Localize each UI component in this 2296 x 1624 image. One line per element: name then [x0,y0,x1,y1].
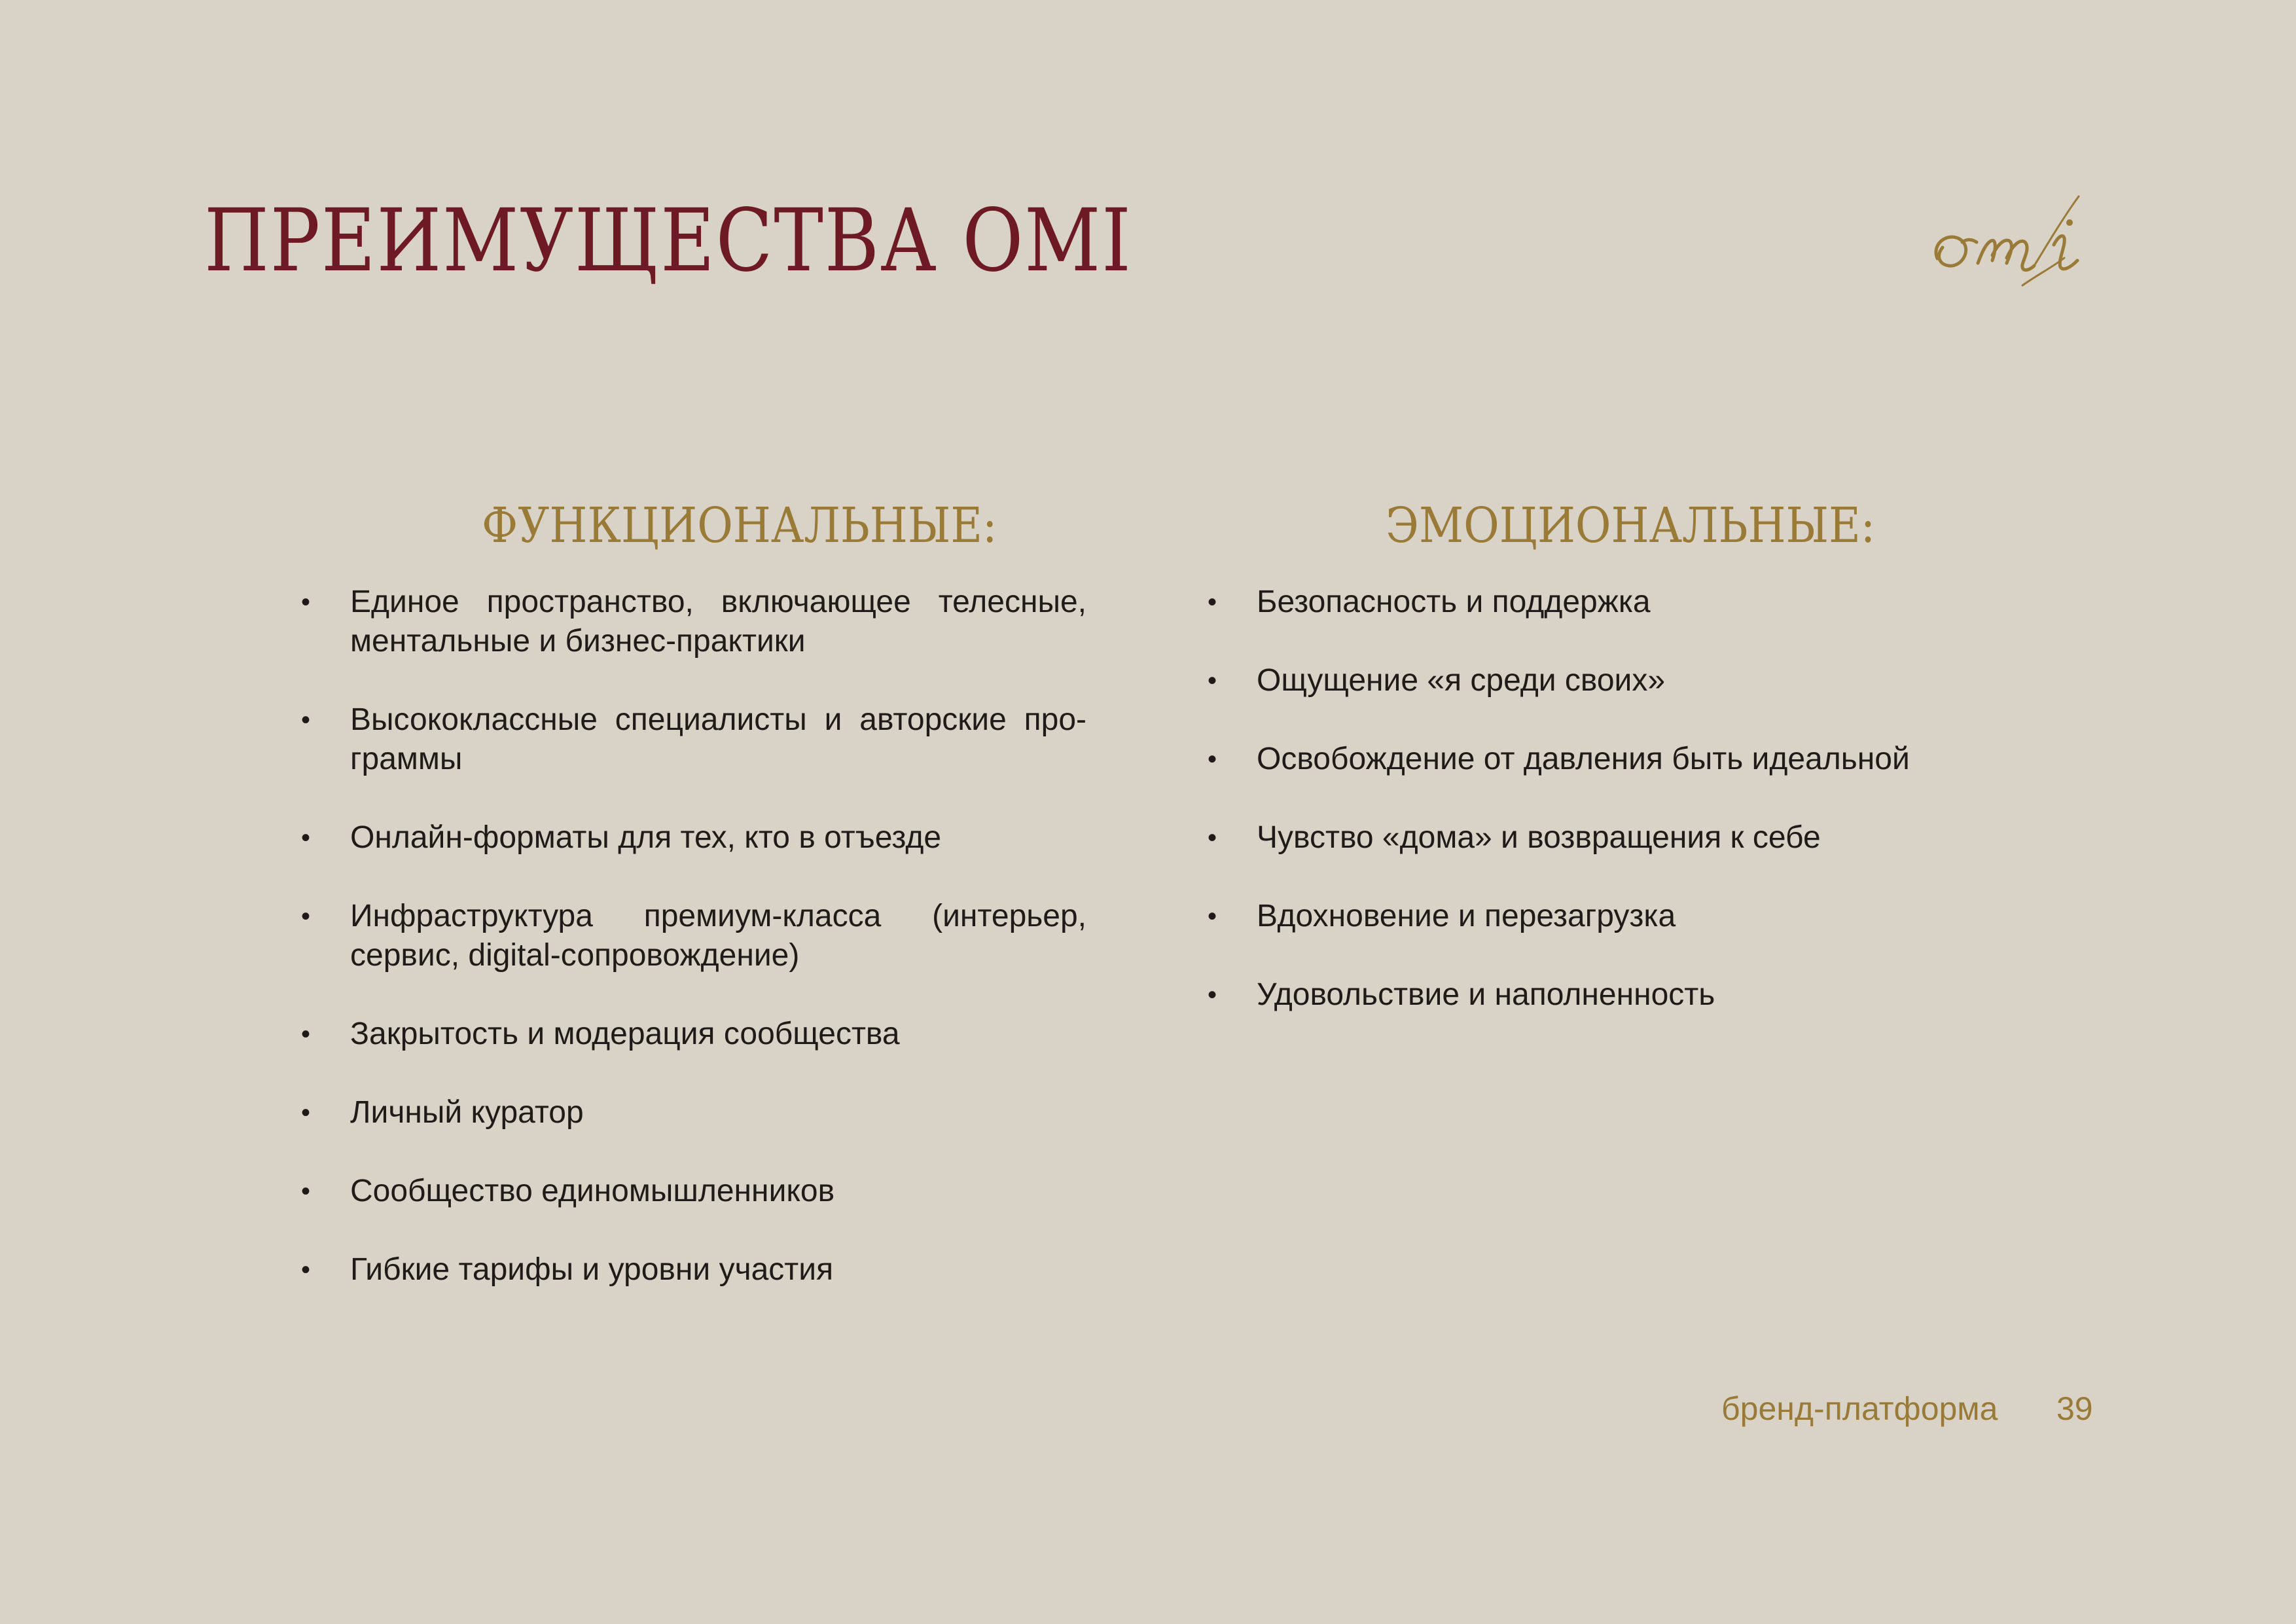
emotional-heading: ЭМОЦИОНАЛЬНЫЕ: [1386,497,1876,554]
bullet-dot-icon: • [301,823,311,852]
list-item: • Личный куратор [301,1093,1086,1132]
functional-benefits-list [301,583,1086,1329]
bullet-dot-icon: • [301,1098,311,1127]
bullet-dot-icon: • [301,706,311,734]
bullet-dot-icon: • [301,1020,311,1049]
page-title: ПРЕИМУЩЕСТВА OMI [204,190,1132,291]
list-item: • Сообщество единомышленников [301,1172,1086,1211]
bullet-dot-icon: • [1208,823,1217,852]
bullet-dot-icon: • [301,588,311,617]
list-item: • Вдохновение и перезагрузка [1208,897,2026,936]
list-item: • Удовольствие и наполненность [1208,975,2026,1015]
list-item: • Чувство «дома» и возвращения к себе [1208,818,2026,857]
functional-heading: ФУНКЦИОНАЛЬНЫЕ: [482,497,997,554]
bullet-dot-icon: • [1208,666,1217,695]
list-item: • Единое пространство, включающее телесные, ментальные и бизнес-практики [301,583,1086,661]
bullet-dot-icon: • [301,1177,311,1206]
list-item: • Освобождение от давления быть идеальной [1208,740,2026,779]
bullet-dot-icon: • [301,902,311,931]
bullet-dot-icon: • [1208,588,1217,617]
list-item: • Безопасность и поддержка [1208,583,2026,622]
emotional-benefits-list [1208,583,2026,1054]
bullet-dot-icon: • [1208,745,1217,774]
bullet-dot-icon: • [301,1255,311,1284]
list-item: • Онлайн-форматы для тех, кто в отъезде [301,818,1086,857]
footer-label: бренд-платформа [1721,1390,1998,1427]
list-item: • Закрытость и модерация сообщества [301,1015,1086,1054]
omi-logo [1924,190,2094,301]
list-item: • Гибкие тарифы и уровни участия [301,1250,1086,1290]
bullet-dot-icon: • [1208,902,1217,931]
list-item: • Инфраструктура премиум-класса (интерьер, сервис, digital-сопровождение) [301,897,1086,975]
page-number: 39 [2056,1390,2093,1427]
list-item: • Высококлассные специалисты и авторские про-граммы [301,700,1086,779]
bullet-dot-icon: • [1208,981,1217,1009]
list-item: • Ощущение «я среди своих» [1208,661,2026,700]
